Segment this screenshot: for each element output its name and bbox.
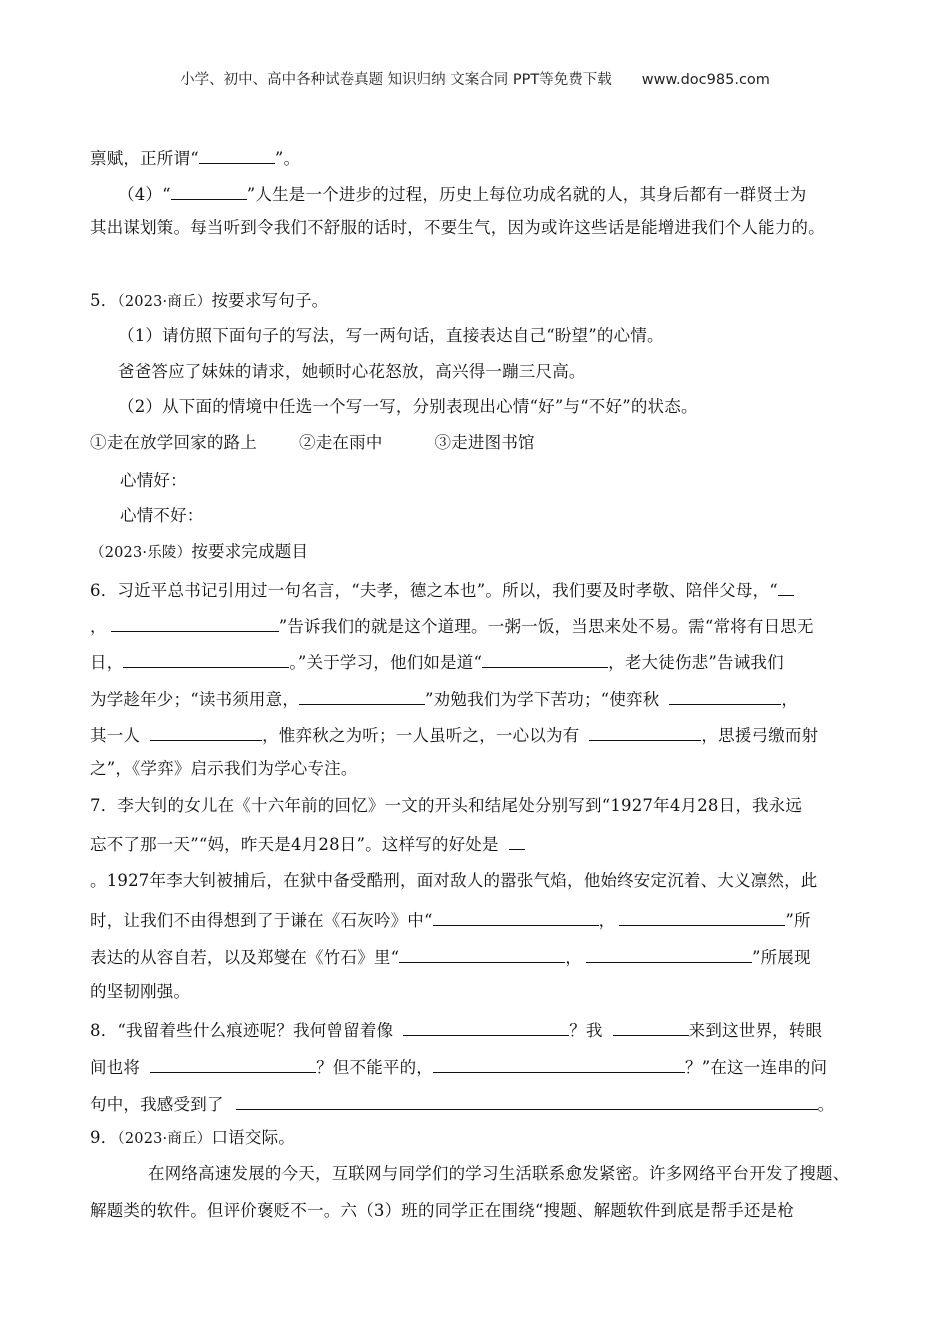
text: ？”在这一连串的问 <box>685 1058 828 1077</box>
answer-blank[interactable] <box>171 181 247 200</box>
answer-blank[interactable] <box>236 1091 818 1110</box>
page-header <box>0 68 950 89</box>
answer-blank[interactable] <box>403 1017 569 1036</box>
text: ？但不能平的， <box>316 1058 434 1077</box>
question-number: 5． <box>90 291 118 310</box>
text: （4）“ <box>118 185 171 204</box>
text: ”所 <box>785 911 811 930</box>
text: 禀赋，正所谓“ <box>90 149 199 168</box>
text: 句中，我感受到了 <box>90 1095 224 1114</box>
mood-good-label: 心情好： <box>120 471 187 490</box>
text: 6．习近平总书记引用过一句名言，“夫孝，德之本也”。所以，我们要及时孝敬、陪伴父母，“ <box>90 581 778 600</box>
q8-line-2 <box>90 1054 827 1079</box>
question-source: （2023·商丘） <box>117 294 212 310</box>
text: ，老大徒伤悲”告诫我们 <box>608 653 784 672</box>
question-5-heading <box>90 290 328 313</box>
text: 为学趁年少；“读书须用意， <box>90 690 300 709</box>
text: ，思援弓缴而射 <box>701 726 819 745</box>
option-3: ③走进图书馆 <box>434 433 535 452</box>
text: ”人生是一个进步的过程，历史上每位功成名就的人，其身后都有一群贤士为 <box>246 185 807 204</box>
text: 日， <box>90 653 124 672</box>
q6-line-5 <box>90 722 818 747</box>
question-source: （2023·商丘） <box>117 1131 212 1147</box>
question-text: 口语交际。 <box>211 1128 295 1147</box>
q7-line-2 <box>90 831 525 856</box>
question-source: （2023·乐陵） <box>90 545 192 561</box>
text: ”劝勉我们为学下苦功；“使弈秋 <box>425 690 660 709</box>
answer-blank[interactable] <box>613 1017 689 1036</box>
q6-line-6: 之”，《学弈》启示我们为学心专注。 <box>90 759 358 778</box>
text: 8．“我留着些什么痕迹呢？我何曾留着像 <box>90 1021 394 1040</box>
answer-blank[interactable] <box>619 907 785 926</box>
text: 。”关于学习，他们如是道“ <box>289 653 483 672</box>
text: 来到这世界，转眼 <box>688 1021 823 1040</box>
text: ，惟弈秋之为听；一人虽听之，一心以为有 <box>262 726 580 745</box>
q7-line-1: 7．李大钊的女儿在《十六年前的回忆》一文的开头和结尾处分别写到“1927年4月28日，我永远 <box>90 796 803 815</box>
text: ， <box>565 948 582 967</box>
text: 忘不了那一天”“妈，昨天是4月28日”。这样写的好处是 <box>90 835 499 854</box>
answer-blank[interactable] <box>299 686 425 705</box>
q6-line-2 <box>90 613 814 638</box>
text: 。 <box>817 1095 835 1114</box>
q6-line-1 <box>90 577 794 602</box>
answer-blank[interactable] <box>433 1054 685 1073</box>
answer-blank[interactable] <box>123 649 289 668</box>
text: 时，让我们不由得想到了于谦在《石灰吟》中“ <box>90 911 433 930</box>
question-9-heading <box>90 1127 295 1150</box>
q6-line-4 <box>90 686 798 711</box>
text: ？我 <box>569 1021 603 1040</box>
answer-blank[interactable] <box>482 649 608 668</box>
q7-line-3: 。1927年李大钊被捕后，在狱中备受酷刑，面对敌人的嚣张气焰，他始终安定沉着、大义凛然，此 <box>90 871 818 890</box>
text: ， <box>90 617 107 636</box>
text: 其一人 <box>90 726 141 745</box>
option-2: ②走在雨中 <box>299 433 383 452</box>
text-line: 爸爸答应了妹妹的请求，她顿时心花怒放，高兴得一蹦三尺高。 <box>118 362 586 381</box>
answer-blank[interactable] <box>433 907 599 926</box>
text: ”。 <box>274 149 301 168</box>
q8-line-1 <box>90 1017 822 1042</box>
mood-bad-label: 心情不好： <box>120 506 204 525</box>
question-number: 9． <box>90 1128 118 1147</box>
header-site: www.doc985.com <box>641 72 770 88</box>
q6-line-3 <box>90 649 784 674</box>
text-line <box>90 145 300 170</box>
option-marker: ① <box>90 433 107 452</box>
q7-line-5 <box>90 944 811 969</box>
text-line: 其出谋划策。每当听到令我们不舒服的话时，不要生气，因为或许这些话是能增进我们个人能力的。 <box>90 218 825 237</box>
header-text: 小学、初中、高中各种试卷真题 知识归纳 文案合同 PPT等免费下载 <box>180 72 612 88</box>
text: 间也将 <box>90 1058 141 1077</box>
answer-blank[interactable] <box>399 944 565 963</box>
text-line: （2）从下面的情境中任选一个写一写，分别表现出心情“好”与“不好”的状态。 <box>118 397 698 416</box>
answer-blank[interactable] <box>589 722 701 741</box>
text-line: （1）请仿照下面句子的写法，写一两句话，直接表达自己“盼望”的心情。 <box>118 326 664 345</box>
options-line <box>90 432 535 454</box>
option-1: 走在放学回家的路上 <box>106 433 258 452</box>
question-text: 按要求完成题目 <box>191 542 309 561</box>
text: ”告诉我们的就是这个道理。一粥一饭，当思来处不易。需“常将有日思无 <box>278 617 814 636</box>
q7-line-6: 的坚韧刚强。 <box>90 982 191 1001</box>
answer-blank[interactable] <box>150 1054 316 1073</box>
q9-paragraph-line-1: 在网络高速发展的今天，互联网与同学们的学习生活联系愈发紧密。许多网络平台开发了搜题、 <box>148 1164 850 1183</box>
q8-line-3 <box>90 1091 834 1116</box>
q7-line-4 <box>90 907 811 932</box>
text: ， <box>781 690 799 709</box>
answer-blank[interactable] <box>778 577 794 596</box>
answer-blank[interactable] <box>111 613 279 632</box>
answer-blank[interactable] <box>509 831 525 850</box>
text: 表达的从容自若，以及郑燮在《竹石》里“ <box>90 948 400 967</box>
group-heading <box>90 541 308 564</box>
question-text: 按要求写句子。 <box>211 291 329 310</box>
text: ”所展现 <box>751 948 811 967</box>
text-line <box>118 181 806 206</box>
answer-blank[interactable] <box>199 145 275 164</box>
answer-blank[interactable] <box>586 944 752 963</box>
answer-blank[interactable] <box>150 722 262 741</box>
q9-paragraph-line-2: 解题类的软件。但评价褒贬不一。六（3）班的同学正在围绕“搜题、解题软件到底是帮手还是枪 <box>90 1201 795 1220</box>
text: ， <box>598 911 616 930</box>
answer-blank[interactable] <box>669 686 781 705</box>
